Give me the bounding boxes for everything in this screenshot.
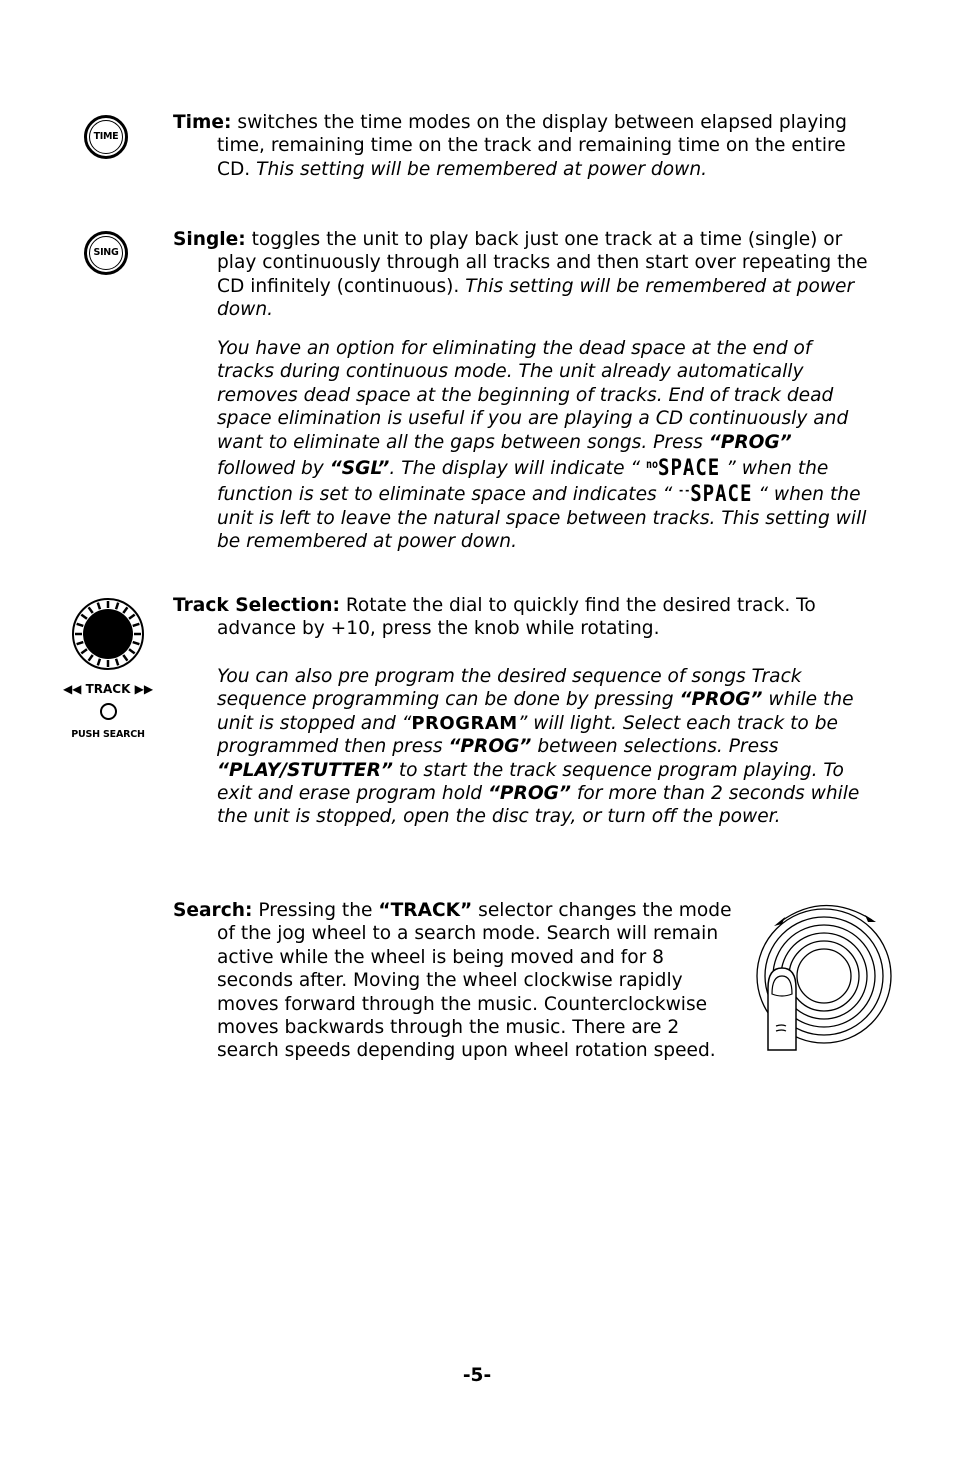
track-keyword: “TRACK” (378, 900, 473, 921)
single-note-part2: followed by (217, 458, 330, 480)
search-heading: Search: (173, 900, 253, 921)
single-button-label: SING (89, 236, 123, 270)
prog-keyword-3: “PROG” (448, 736, 532, 758)
track-note-part6: for more than 2 seconds while the unit is stopped, open the disc tray, or turn off the power. (217, 783, 860, 828)
sgl-keyword: “SGL” (329, 458, 390, 480)
time-button-label: TIME (89, 120, 123, 154)
time-button-icon (84, 115, 128, 159)
single-button-icon (84, 231, 128, 275)
track-note-part3: ” will light. Select each track to be programmed then press (217, 712, 838, 758)
prog-keyword-2: “PROG” (679, 689, 763, 711)
track-note-part1: You can also pre program the desired sequence of songs Track sequence programming can be done by pressing (217, 666, 802, 711)
single-description (173, 228, 873, 322)
knob-dial-icon (58, 598, 158, 672)
single-note-part4: ” when the function is set to eliminate space and indicates “ (217, 458, 829, 506)
search-text-part1: Pressing the (252, 900, 379, 921)
push-search-label: PUSH SEARCH (71, 728, 145, 740)
lcd-dash-prefix: -- (678, 485, 691, 499)
track-description (173, 594, 873, 641)
single-note-part3: . The display will indicate “ (389, 458, 646, 480)
track-note-part5: to start the track sequence program playing. To exit and erase program hold (217, 759, 844, 805)
lcd-space-text-2: SPACE (690, 481, 753, 508)
search-text-part2: selector changes the mode of the jog wheel to a search mode. Search will remain active while the wheel is being moved and for 8 seconds after. Moving the wheel clockwise rapidly moves forward through the music. Counterclockwise moves backwards through the music. There are 2 search speeds depending upon wheel rotation speed. (217, 900, 732, 1062)
search-description (173, 899, 743, 1063)
track-label: ◀◀ TRACK ▶▶ (62, 682, 154, 697)
time-description (173, 111, 873, 181)
track-knob-icon (58, 598, 158, 746)
track-note-part2: while the unit is stopped and “ (217, 689, 854, 734)
jog-wheel-illustration (752, 898, 897, 1064)
time-italic-note: This setting will be remembered at power down. (256, 158, 708, 180)
lcd-space-text: SPACE (658, 455, 721, 481)
play-stutter-keyword: “PLAY/STUTTER” (217, 759, 393, 781)
single-text: toggles the unit to play back just one track at a time (single) or play continuously through all tracks and then start over repeating the CD infinitely (continuous). (217, 229, 868, 297)
lcd-dash-space-display (678, 478, 752, 508)
lcd-no-prefix: no (645, 458, 659, 472)
single-heading: Single: (173, 229, 246, 250)
single-note-part1: You have an option for eliminating the dead space at the end of tracks during continuous mode. The unit already automatically removes dead space at the beginning of tracks. End of track dead space elimination is useful if you are playing a CD continuously and want to eliminate all the gaps between songs. Press (217, 338, 849, 453)
track-text: Rotate the dial to quickly find the desired track. To advance by +10, press the knob while rotating. (217, 595, 816, 640)
single-italic-note: This setting will be remembered at power down. (217, 275, 855, 321)
push-indicator-icon (100, 703, 117, 720)
single-dead-space-note (217, 337, 873, 554)
time-heading: Time: (173, 112, 232, 133)
time-text: switches the time modes on the display between elapsed playing time, remaining time on the track and remaining time on the entire CD. (217, 112, 847, 180)
track-program-note (217, 665, 873, 829)
prog-keyword-4: “PROG” (487, 783, 571, 805)
prog-keyword: “PROG” (708, 431, 792, 453)
jog-wheel-icon (752, 898, 897, 1058)
single-note-part5: “ when the unit is left to leave the natural space between tracks. This setting will be remembered at power down. (217, 484, 867, 553)
program-indicator-word: PROGRAM (411, 712, 518, 734)
track-note-part4: between selections. Press (531, 736, 779, 758)
page-number: -5- (462, 1365, 492, 1386)
track-heading: Track Selection: (173, 595, 340, 616)
